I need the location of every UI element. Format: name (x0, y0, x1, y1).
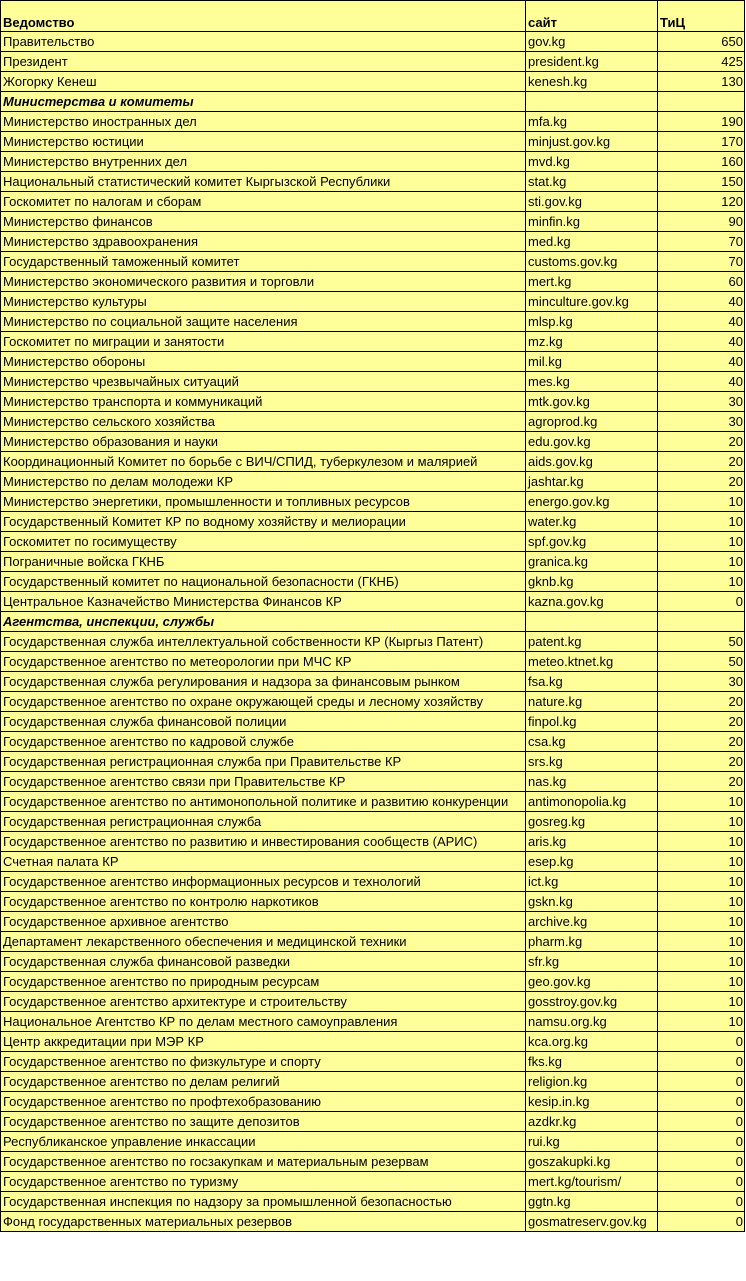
table-row (1, 1052, 745, 1072)
tic-cell: 0 (658, 1092, 745, 1112)
dept-cell: Министерство сельского хозяйства (1, 412, 526, 432)
tic-cell: 20 (658, 472, 745, 492)
dept-cell: Государственный комитет по национальной безопасности (ГКНБ) (1, 572, 526, 592)
header-row (1, 1, 745, 32)
dept-cell: Государственная служба финансовой полиции (1, 712, 526, 732)
tic-cell: 70 (658, 232, 745, 252)
table-row (1, 492, 745, 512)
dept-cell: Центральное Казначейство Министерства Финансов КР (1, 592, 526, 612)
site-cell: mert.kg (526, 272, 658, 292)
header-site: сайт (526, 1, 658, 32)
table-row (1, 272, 745, 292)
site-cell: kesip.in.kg (526, 1092, 658, 1112)
header-dept: Ведомство (1, 1, 526, 32)
table-row (1, 692, 745, 712)
site-cell: nas.kg (526, 772, 658, 792)
tic-cell: 40 (658, 292, 745, 312)
tic-cell: 10 (658, 812, 745, 832)
dept-cell: Государственное агентство по госзакупкам и материальным резервам (1, 1152, 526, 1172)
section-title: Министерства и комитеты (1, 92, 526, 112)
dept-cell: Государственное агентство по метеорологии при МЧС КР (1, 652, 526, 672)
dept-cell: Государственная служба финансовой разведки (1, 952, 526, 972)
tic-cell: 150 (658, 172, 745, 192)
table-row (1, 552, 745, 572)
tic-cell: 0 (658, 1132, 745, 1152)
dept-cell: Государственная служба регулирования и надзора за финансовым рынком (1, 672, 526, 692)
site-cell: namsu.org.kg (526, 1012, 658, 1032)
table-row (1, 52, 745, 72)
table-row (1, 72, 745, 92)
dept-cell: Государственное архивное агентство (1, 912, 526, 932)
tic-cell: 170 (658, 132, 745, 152)
tic-cell: 10 (658, 1012, 745, 1032)
dept-cell: Министерство здравоохранения (1, 232, 526, 252)
table-row (1, 472, 745, 492)
dept-cell: Государственное агентство по природным ресурсам (1, 972, 526, 992)
empty-cell (658, 92, 745, 112)
site-cell: fks.kg (526, 1052, 658, 1072)
dept-cell: Пограничные войска ГКНБ (1, 552, 526, 572)
dept-cell: Министерство юстиции (1, 132, 526, 152)
dept-cell: Министерство культуры (1, 292, 526, 312)
site-cell: stat.kg (526, 172, 658, 192)
tic-cell: 0 (658, 1212, 745, 1232)
dept-cell: Центр аккредитации при МЭР КР (1, 1032, 526, 1052)
tic-cell: 10 (658, 792, 745, 812)
dept-cell: Государственная инспекция по надзору за промышленной безопасностью (1, 1192, 526, 1212)
dept-cell: Фонд государственных материальных резервов (1, 1212, 526, 1232)
table-row (1, 892, 745, 912)
table-row (1, 132, 745, 152)
section-header-row (1, 92, 745, 112)
site-cell: mert.kg/tourism/ (526, 1172, 658, 1192)
site-cell: minfin.kg (526, 212, 658, 232)
tic-cell: 10 (658, 552, 745, 572)
table-row (1, 632, 745, 652)
tic-cell: 0 (658, 1152, 745, 1172)
table-row (1, 192, 745, 212)
table-row (1, 112, 745, 132)
tic-cell: 120 (658, 192, 745, 212)
site-cell: customs.gov.kg (526, 252, 658, 272)
table-row (1, 32, 745, 52)
tic-cell: 10 (658, 872, 745, 892)
dept-cell: Министерство образования и науки (1, 432, 526, 452)
dept-cell: Министерство по социальной защите населения (1, 312, 526, 332)
dept-cell: Государственный Комитет КР по водному хозяйству и мелиорации (1, 512, 526, 532)
tic-cell: 10 (658, 932, 745, 952)
tic-cell: 10 (658, 832, 745, 852)
site-cell: mtk.gov.kg (526, 392, 658, 412)
tic-cell: 20 (658, 732, 745, 752)
dept-cell: Государственное агентство по развитию и инвестирования сообществ (АРИС) (1, 832, 526, 852)
tic-cell: 40 (658, 352, 745, 372)
dept-cell: Госкомитет по госимуществу (1, 532, 526, 552)
site-cell: antimonopolia.kg (526, 792, 658, 812)
dept-cell: Министерство внутренних дел (1, 152, 526, 172)
table-row (1, 872, 745, 892)
dept-cell: Счетная палата КР (1, 852, 526, 872)
dept-cell: Министерство энергетики, промышленности и топливных ресурсов (1, 492, 526, 512)
dept-cell: Государственное агентство по охране окружающей среды и лесному хозяйству (1, 692, 526, 712)
site-cell: mz.kg (526, 332, 658, 352)
table-row (1, 1012, 745, 1032)
section-title: Агентства, инспекции, службы (1, 612, 526, 632)
site-cell: patent.kg (526, 632, 658, 652)
tic-cell: 10 (658, 572, 745, 592)
table-row (1, 1212, 745, 1232)
dept-cell: Национальное Агентство КР по делам местного самоуправления (1, 1012, 526, 1032)
dept-cell: Министерство обороны (1, 352, 526, 372)
site-cell: gosmatreserv.gov.kg (526, 1212, 658, 1232)
site-cell: mfa.kg (526, 112, 658, 132)
table-row (1, 1152, 745, 1172)
site-cell: mlsp.kg (526, 312, 658, 332)
table-row (1, 452, 745, 472)
site-cell: nature.kg (526, 692, 658, 712)
table-row (1, 572, 745, 592)
tic-cell: 10 (658, 952, 745, 972)
table-row (1, 232, 745, 252)
dept-cell: Министерство иностранных дел (1, 112, 526, 132)
site-cell: gosreg.kg (526, 812, 658, 832)
dept-cell: Государственное агентство по защите депозитов (1, 1112, 526, 1132)
site-cell: gosstroy.gov.kg (526, 992, 658, 1012)
dept-cell: Министерство чрезвычайных ситуаций (1, 372, 526, 392)
tic-cell: 70 (658, 252, 745, 272)
site-cell: rui.kg (526, 1132, 658, 1152)
dept-cell: Государственное агентство по кадровой службе (1, 732, 526, 752)
table-row (1, 752, 745, 772)
tic-cell: 20 (658, 752, 745, 772)
dept-cell: Координационный Комитет по борьбе с ВИЧ/СПИД, туберкулезом и малярией (1, 452, 526, 472)
dept-cell: Государственное агентство по антимонопольной политике и развитию конкуренции (1, 792, 526, 812)
site-cell: ict.kg (526, 872, 658, 892)
tic-cell: 425 (658, 52, 745, 72)
table-row (1, 1132, 745, 1152)
site-cell: geo.gov.kg (526, 972, 658, 992)
tic-cell: 130 (658, 72, 745, 92)
table-row (1, 732, 745, 752)
site-cell: minculture.gov.kg (526, 292, 658, 312)
dept-cell: Департамент лекарственного обеспечения и медицинской техники (1, 932, 526, 952)
table-row (1, 1032, 745, 1052)
tic-cell: 0 (658, 592, 745, 612)
table-row (1, 912, 745, 932)
site-cell: archive.kg (526, 912, 658, 932)
tic-cell: 10 (658, 892, 745, 912)
site-cell: minjust.gov.kg (526, 132, 658, 152)
empty-cell (526, 92, 658, 112)
dept-cell: Государственная регистрационная служба при Правительстве КР (1, 752, 526, 772)
site-cell: energo.gov.kg (526, 492, 658, 512)
site-cell: gov.kg (526, 32, 658, 52)
table-row (1, 1112, 745, 1132)
dept-cell: Государственное агентство по профтехобразованию (1, 1092, 526, 1112)
dept-cell: Госкомитет по миграции и занятости (1, 332, 526, 352)
site-cell: azdkr.kg (526, 1112, 658, 1132)
site-cell: jashtar.kg (526, 472, 658, 492)
table-row (1, 512, 745, 532)
site-cell: pharm.kg (526, 932, 658, 952)
site-cell: kenesh.kg (526, 72, 658, 92)
tic-cell: 30 (658, 392, 745, 412)
dept-cell: Президент (1, 52, 526, 72)
tic-cell: 0 (658, 1052, 745, 1072)
tic-cell: 20 (658, 692, 745, 712)
tic-cell: 190 (658, 112, 745, 132)
site-cell: water.kg (526, 512, 658, 532)
table-row (1, 652, 745, 672)
dept-cell: Министерство экономического развития и торговли (1, 272, 526, 292)
tic-cell: 10 (658, 492, 745, 512)
tic-cell: 0 (658, 1072, 745, 1092)
dept-cell: Министерство транспорта и коммуникаций (1, 392, 526, 412)
tic-cell: 40 (658, 372, 745, 392)
tic-cell: 30 (658, 412, 745, 432)
dept-cell: Государственное агентство по делам религий (1, 1072, 526, 1092)
site-cell: mes.kg (526, 372, 658, 392)
dept-cell: Государственное агентство по туризму (1, 1172, 526, 1192)
site-cell: kazna.gov.kg (526, 592, 658, 612)
table-row (1, 712, 745, 732)
table-row (1, 1192, 745, 1212)
site-cell: aids.gov.kg (526, 452, 658, 472)
tic-cell: 10 (658, 992, 745, 1012)
empty-cell (658, 612, 745, 632)
dept-cell: Государственное агентство связи при Правительстве КР (1, 772, 526, 792)
agencies-table-body (1, 1, 745, 1232)
table-row (1, 1172, 745, 1192)
site-cell: edu.gov.kg (526, 432, 658, 452)
table-row (1, 792, 745, 812)
site-cell: president.kg (526, 52, 658, 72)
tic-cell: 20 (658, 712, 745, 732)
table-row (1, 432, 745, 452)
tic-cell: 50 (658, 632, 745, 652)
tic-cell: 60 (658, 272, 745, 292)
dept-cell: Государственный таможенный комитет (1, 252, 526, 272)
site-cell: goszakupki.kg (526, 1152, 658, 1172)
table-row (1, 772, 745, 792)
site-cell: sti.gov.kg (526, 192, 658, 212)
table-row (1, 972, 745, 992)
tic-cell: 0 (658, 1172, 745, 1192)
site-cell: ggtn.kg (526, 1192, 658, 1212)
dept-cell: Государственное агентство информационных ресурсов и технологий (1, 872, 526, 892)
tic-cell: 20 (658, 432, 745, 452)
dept-cell: Министерство финансов (1, 212, 526, 232)
table-row (1, 352, 745, 372)
table-row (1, 952, 745, 972)
dept-cell: Правительство (1, 32, 526, 52)
table-row (1, 832, 745, 852)
tic-cell: 20 (658, 772, 745, 792)
tic-cell: 40 (658, 312, 745, 332)
table-row (1, 672, 745, 692)
table-row (1, 992, 745, 1012)
tic-cell: 40 (658, 332, 745, 352)
site-cell: religion.kg (526, 1072, 658, 1092)
dept-cell: Государственная регистрационная служба (1, 812, 526, 832)
site-cell: med.kg (526, 232, 658, 252)
table-row (1, 1072, 745, 1092)
section-header-row (1, 612, 745, 632)
header-tic: ТиЦ (658, 1, 745, 32)
site-cell: gskn.kg (526, 892, 658, 912)
table-row (1, 412, 745, 432)
dept-cell: Государственное агентство по физкультуре и спорту (1, 1052, 526, 1072)
table-row (1, 172, 745, 192)
dept-cell: Национальный статистический комитет Кыргызской Республики (1, 172, 526, 192)
dept-cell: Госкомитет по налогам и сборам (1, 192, 526, 212)
table-row (1, 812, 745, 832)
tic-cell: 50 (658, 652, 745, 672)
site-cell: mil.kg (526, 352, 658, 372)
tic-cell: 10 (658, 972, 745, 992)
table-row (1, 392, 745, 412)
tic-cell: 650 (658, 32, 745, 52)
tic-cell: 10 (658, 912, 745, 932)
tic-cell: 10 (658, 852, 745, 872)
tic-cell: 20 (658, 452, 745, 472)
tic-cell: 0 (658, 1112, 745, 1132)
site-cell: aris.kg (526, 832, 658, 852)
tic-cell: 0 (658, 1192, 745, 1212)
dept-cell: Жогорку Кенеш (1, 72, 526, 92)
tic-cell: 160 (658, 152, 745, 172)
site-cell: spf.gov.kg (526, 532, 658, 552)
table-row (1, 212, 745, 232)
empty-cell (526, 612, 658, 632)
table-row (1, 852, 745, 872)
site-cell: sfr.kg (526, 952, 658, 972)
table-row (1, 252, 745, 272)
table-row (1, 372, 745, 392)
dept-cell: Государственное агентство архитектуре и строительству (1, 992, 526, 1012)
site-cell: kca.org.kg (526, 1032, 658, 1052)
dept-cell: Государственная служба интеллектуальной собственности КР (Кыргыз Патент) (1, 632, 526, 652)
table-row (1, 332, 745, 352)
table-row (1, 592, 745, 612)
site-cell: srs.kg (526, 752, 658, 772)
tic-cell: 90 (658, 212, 745, 232)
table-row (1, 152, 745, 172)
table-row (1, 1092, 745, 1112)
dept-cell: Республиканское управление инкассации (1, 1132, 526, 1152)
tic-cell: 30 (658, 672, 745, 692)
table-row (1, 312, 745, 332)
table-row (1, 292, 745, 312)
site-cell: mvd.kg (526, 152, 658, 172)
site-cell: gknb.kg (526, 572, 658, 592)
tic-cell: 0 (658, 1032, 745, 1052)
tic-cell: 10 (658, 512, 745, 532)
site-cell: finpol.kg (526, 712, 658, 732)
dept-cell: Государственное агентство по контролю наркотиков (1, 892, 526, 912)
site-cell: csa.kg (526, 732, 658, 752)
table-row (1, 932, 745, 952)
site-cell: fsa.kg (526, 672, 658, 692)
tic-cell: 10 (658, 532, 745, 552)
site-cell: agroprod.kg (526, 412, 658, 432)
dept-cell: Министерство по делам молодежи КР (1, 472, 526, 492)
site-cell: meteo.ktnet.kg (526, 652, 658, 672)
site-cell: granica.kg (526, 552, 658, 572)
table-row (1, 532, 745, 552)
site-cell: esep.kg (526, 852, 658, 872)
